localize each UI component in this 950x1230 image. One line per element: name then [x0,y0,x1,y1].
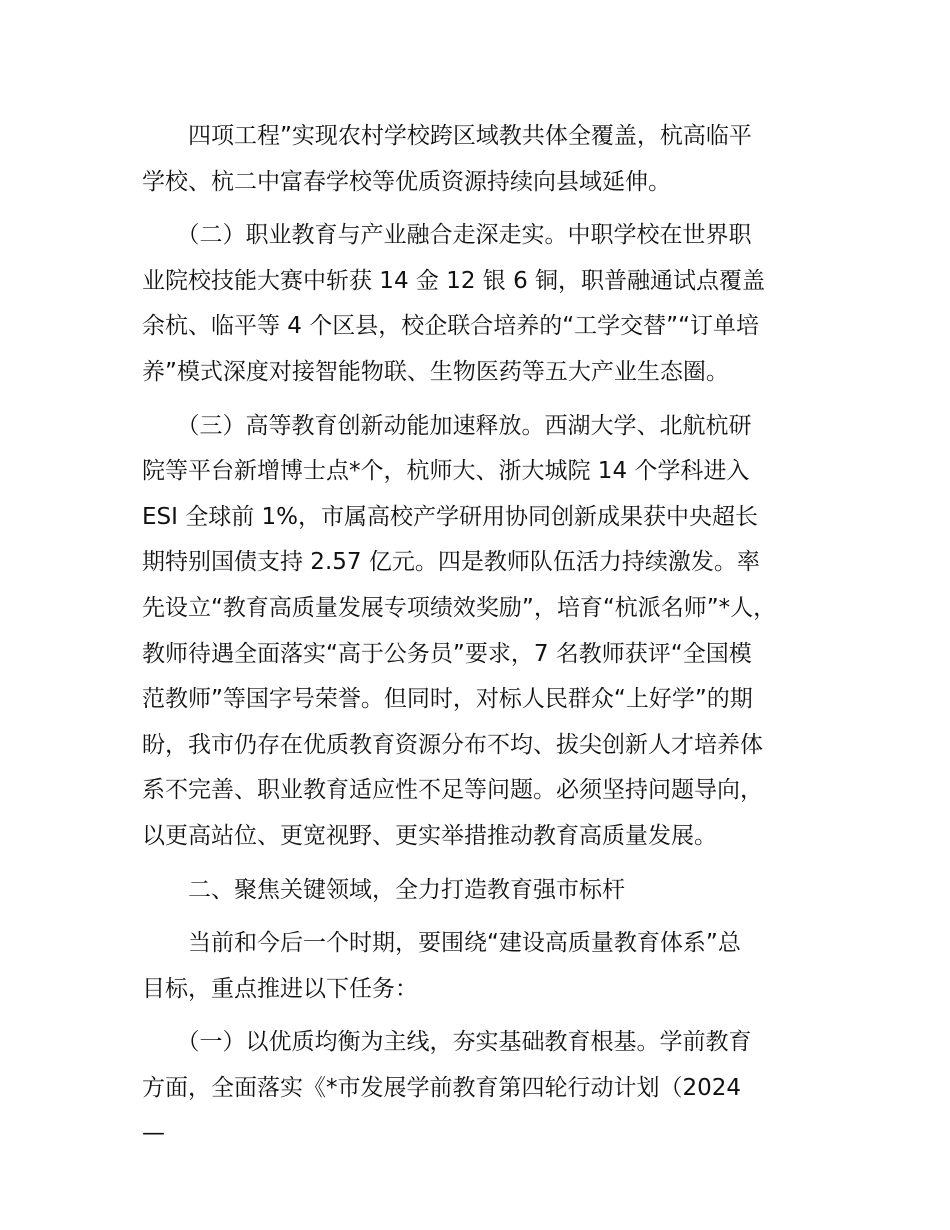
paragraph-spacer [142,205,822,213]
paragraph [142,921,822,1012]
text-line: （一）以优质均衡为主线，夯实基础教育根基。学前教育 [142,1029,752,1056]
paragraph [142,114,822,205]
text-line: — [142,1120,165,1147]
text-line: 先设立“教育高质量发展专项绩效奖励”，培育“杭派名师”*人， [142,594,777,621]
document-body [142,114,822,1157]
text-line: 院等平台新增博士点*个，杭师大、浙大城院 14 个学科进入 [142,458,750,485]
paragraph [142,404,822,860]
text-line: 当前和今后一个时期，要围绕“建设高质量教育体系”总 [142,930,741,957]
paragraph-spacer [142,396,822,404]
paragraph-spacer [142,860,822,868]
text-line: ESI 全球前 1%，市属高校产学研用协同创新成果获中央超长 [142,503,759,530]
section-heading [142,868,822,914]
paragraph [142,1020,822,1157]
text-line: 学校、杭二中富春学校等优质资源持续向县域延伸。 [142,168,671,195]
text-line: 系不完善、职业教育适应性不足等问题。必须坚持问题导向， [142,777,763,804]
text-line: 二、聚焦关键领域，全力打造教育强市标杆 [142,876,625,903]
text-line: （二）职业教育与产业融合走深走实。中职学校在世界职 [142,222,752,249]
text-line: 业院校技能大赛中斩获 14 金 12 银 6 铜，职普融通试点覆盖 [142,267,766,294]
text-line: 范教师”等国字号荣誉。但同时，对标人民群众“上好学”的期 [142,686,753,713]
paragraph-spacer [142,1012,822,1020]
text-line: 余杭、临平等 4 个区县，校企联合培养的“工学交替”“订单培 [142,313,760,340]
paragraph [142,213,822,395]
text-line: 目标，重点推进以下任务： [142,975,418,1002]
text-line: （三）高等教育创新动能加速释放。西湖大学、北航杭研 [142,412,752,439]
text-line: 养”模式深度对接智能物联、生物医药等五大产业生态圈。 [142,358,729,385]
text-line: 四项工程”实现农村学校跨区域教共体全覆盖，杭高临平 [142,123,752,149]
text-line: 期特别国债支持 2.57 亿元。四是教师队伍活力持续激发。率 [142,549,760,576]
text-line: 方面，全面落实《*市发展学前教育第四轮行动计划（2024 [142,1074,742,1101]
text-line: 教师待遇全面落实“高于公务员”要求，7 名教师获评“全国模 [142,640,752,667]
text-line: 盼，我市仍存在优质教育资源分布不均、拔尖创新人才培养体 [142,731,763,758]
paragraph-spacer [142,913,822,921]
text-line: 以更高站位、更宽视野、更实举措推动教育高质量发展。 [142,822,717,849]
